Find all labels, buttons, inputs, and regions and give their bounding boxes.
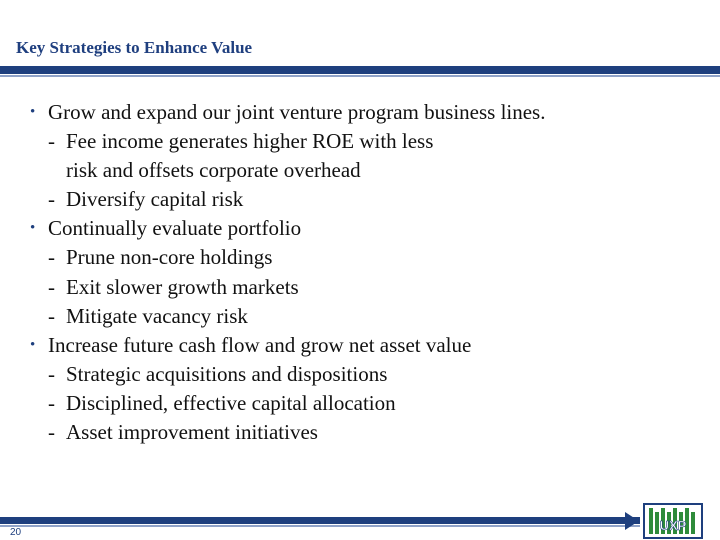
- sub-bullet-text: Prune non-core holdings: [66, 245, 273, 270]
- sub-bullet-continuation: risk and offsets corporate overhead: [66, 158, 361, 183]
- bullet-icon: •: [30, 220, 36, 237]
- dash-icon: -: [48, 129, 55, 154]
- sub-bullet-text: Disciplined, effective capital allocation: [66, 390, 396, 415]
- dash-icon: -: [48, 187, 55, 212]
- page-number: 20: [10, 527, 22, 538]
- dash-icon: -: [48, 245, 55, 270]
- sub-bullet-text: Exit slower growth markets: [66, 274, 299, 299]
- sub-bullet-item: [28, 243, 708, 272]
- dash-icon: -: [48, 274, 55, 299]
- title-rule-thin: [0, 75, 720, 77]
- bullet-item: [28, 214, 708, 243]
- bullet-icon: •: [30, 336, 36, 353]
- logo-text: UXP: [659, 518, 687, 533]
- bullet-text: Increase future cash flow and grow net asset value: [48, 332, 472, 357]
- sub-bullet-text: Strategic acquisitions and dispositions: [66, 361, 388, 386]
- slide-title: Key Strategies to Enhance Value: [16, 38, 253, 57]
- bullet-text: Continually evaluate portfolio: [48, 216, 302, 241]
- sub-bullet-item: [28, 418, 708, 447]
- company-logo: [643, 503, 703, 539]
- sub-bullet-item: [28, 360, 708, 389]
- bullet-item: [28, 331, 708, 360]
- bullet-icon: •: [30, 104, 36, 120]
- arrow-icon: [625, 512, 639, 530]
- bullet-item: [28, 98, 708, 127]
- dash-icon: -: [48, 303, 55, 328]
- sub-bullet-item: [28, 127, 708, 156]
- dash-icon: -: [48, 420, 55, 445]
- sub-bullet-text: Diversify capital risk: [66, 187, 244, 212]
- sub-bullet-text: Fee income generates higher ROE with less: [66, 129, 434, 154]
- sub-bullet-text: Mitigate vacancy risk: [66, 303, 248, 328]
- footer-rule-thin: [0, 525, 640, 527]
- title-rule: [0, 66, 720, 74]
- sub-bullet-item: [28, 185, 708, 214]
- bullet-list: [28, 98, 708, 447]
- dash-icon: -: [48, 390, 55, 415]
- sub-bullet-item: [28, 273, 708, 302]
- sub-bullet-item: [28, 389, 708, 418]
- sub-bullet-item: [28, 302, 708, 331]
- bullet-text: Grow and expand our joint venture program business lines.: [48, 100, 546, 124]
- footer-rule: [0, 517, 640, 524]
- sub-bullet-text: Asset improvement initiatives: [66, 420, 318, 445]
- dash-icon: -: [48, 361, 55, 386]
